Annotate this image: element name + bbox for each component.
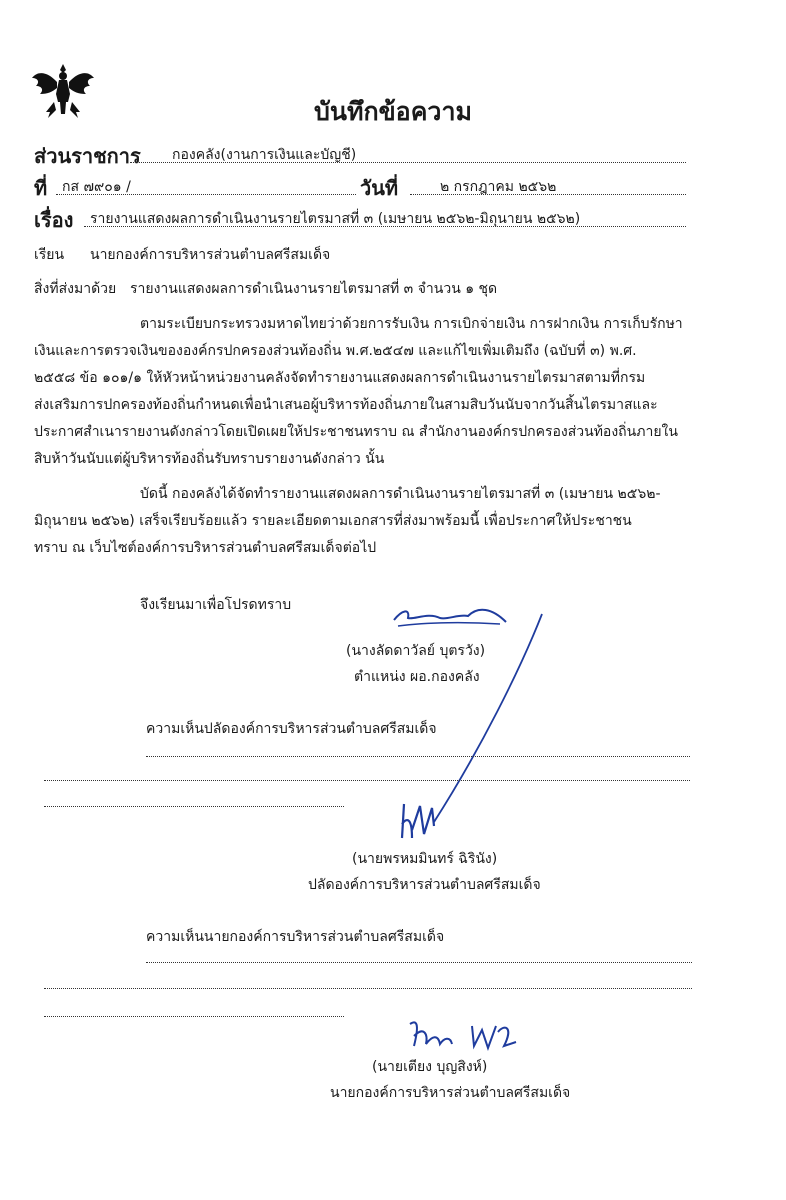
paragraph2-line: มิถุนายน ๒๕๖๒) เสร็จเรียบร้อยแล้ว รายละเอียดตามเอกสารที่ส่งมาพร้อมนี้ เพื่อประกาศให้ประชาชน	[34, 513, 632, 529]
opinion1-dotted-line	[44, 780, 690, 781]
subject-value: รายงานแสดงผลการดำเนินงานรายไตรมาสที่ ๓ (เมษายน ๒๕๖๒-มิถุนายน ๒๕๖๒)	[90, 211, 581, 227]
opinion2-label: ความเห็นนายกองค์การบริหารส่วนตำบลศรีสมเด็จ	[146, 929, 445, 945]
signer2-position: ปลัดองค์การบริหารส่วนตำบลศรีสมเด็จ	[308, 877, 541, 893]
opinion1-dotted-line	[146, 756, 690, 757]
signer1-position: ตำแหน่ง ผอ.กองคลัง	[354, 669, 480, 685]
paragraph1-line: ตามระเบียบกระทรวงมหาดไทยว่าด้วยการรับเงิน การเบิกจ่ายเงิน การฝากเงิน การเก็บรักษา	[140, 316, 683, 332]
opinion2-dotted-line	[146, 962, 692, 963]
opinion2-dotted-line	[44, 1016, 344, 1017]
paragraph1-line: ประกาศสำเนารายงานดังกล่าวโดยเปิดเผยให้ประชาชนทราบ ณ สำนักงานองค์กรปกครองส่วนท้องถิ่นภายใน	[34, 424, 678, 440]
signer3-position: นายกองค์การบริหารส่วนตำบลศรีสมเด็จ	[330, 1085, 571, 1101]
signature-3-icon	[404, 1016, 524, 1056]
enclosure-value: รายงานแสดงผลการดำเนินงานรายไตรมาสที่ ๓ จำนวน ๑ ชุด	[130, 281, 498, 297]
date-label: วันที่	[360, 176, 399, 200]
to-label: เรียน	[34, 247, 65, 263]
ref-label: ที่	[34, 176, 48, 200]
date-dotted-line	[410, 194, 686, 195]
ref-dotted-line	[56, 194, 356, 195]
memo-title: บันทึกข้อความ	[314, 97, 472, 126]
opinion1-dotted-line	[44, 806, 344, 807]
signer2-name: (นายพรหมมินทร์ ฉิรินัง)	[352, 851, 498, 867]
signature-2-icon	[394, 796, 454, 846]
opinion1-label: ความเห็นปลัดองค์การบริหารส่วนตำบลศรีสมเด็จ	[146, 721, 437, 737]
paragraph1-line: ส่งเสริมการปกครองท้องถิ่นกำหนดเพื่อนำเสนอผู้บริหารท้องถิ่นภายในสามสิบวันนับจากวันสิ้นไตรมาสและ	[34, 397, 658, 413]
paragraph1-line: ๒๕๕๘ ข้อ ๑๐๑/๑ ให้หัวหน้าหน่วยงานคลังจัดทำรายงานแสดงผลการดำเนินงานรายไตรมาสตามที่กรม	[34, 370, 646, 386]
enclosure-label: สิ่งที่ส่งมาด้วย	[34, 281, 117, 297]
signer1-name: (นางลัดดาวัลย์ บุตรวัง)	[346, 643, 486, 659]
opinion2-dotted-line	[44, 988, 692, 989]
ref-value: กส ๗๙๐๑ /	[62, 179, 131, 195]
department-value: กองคลัง(งานการเงินและบัญชี)	[172, 147, 357, 163]
department-dotted-line	[130, 162, 686, 163]
subject-dotted-line	[84, 226, 686, 227]
closing-text: จึงเรียนมาเพื่อโปรดทราบ	[140, 597, 292, 613]
date-value: ๒ กรกฎาคม ๒๕๖๒	[440, 179, 557, 195]
paragraph1-line: เงินและการตรวจเงินขององค์กรปกครองส่วนท้องถิ่น พ.ศ.๒๕๔๗ และแก้ไขเพิ่มเติมถึง (ฉบับที่ ๓) พ.ศ.	[34, 343, 637, 359]
signer3-name: (นายเตียง บุญสิงห์)	[372, 1059, 488, 1075]
paragraph2-line: ทราบ ณ เว็บไซต์องค์การบริหารส่วนตำบลศรีสมเด็จต่อไป	[34, 540, 377, 556]
to-value: นายกองค์การบริหารส่วนตำบลศรีสมเด็จ	[90, 247, 331, 263]
department-label: ส่วนราชการ	[34, 144, 141, 168]
subject-label: เรื่อง	[34, 208, 74, 232]
paragraph1-line: สิบห้าวันนับแต่ผู้บริหารท้องถิ่นรับทราบรายงานดังกล่าว นั้น	[34, 451, 385, 467]
paragraph2-line: บัดนี้ กองคลังได้จัดทำรายงานแสดงผลการดำเนินงานรายไตรมาสที่ ๓ (เมษายน ๒๕๖๒-	[140, 486, 661, 502]
